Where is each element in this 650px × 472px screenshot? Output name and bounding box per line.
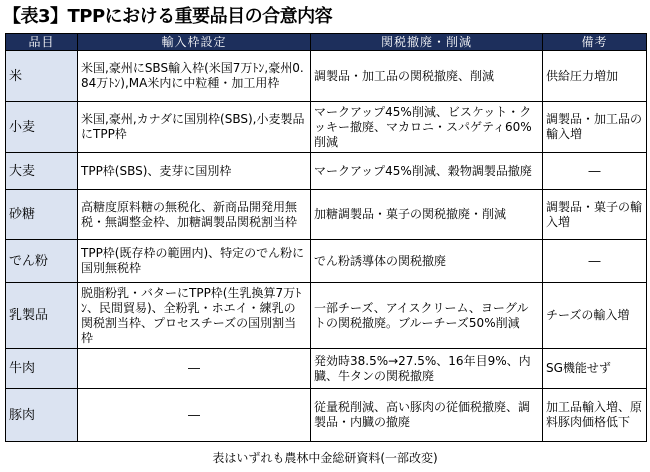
cell-tariff: マークアップ45%削減、穀物調製品撤廃 xyxy=(311,153,543,190)
cell-item: 豚肉 xyxy=(6,389,78,442)
cell-quota: 米国,豪州にSBS輸入枠(米国7万ﾄﾝ,豪州0.84万ﾄﾝ),MA米内に中粒種・加工用枠 xyxy=(78,51,311,102)
table-row-rice xyxy=(6,51,647,102)
cell-note: 供給圧力増加 xyxy=(543,51,647,102)
cell-quota: 高糖度原料糖の無税化、新商品開発用無税・無調整金枠、加糖調製品関税割当枠 xyxy=(78,190,311,240)
cell-tariff: 加糖調製品・菓子の関税撤廃・削減 xyxy=(311,190,543,240)
cell-item: 大麦 xyxy=(6,153,78,190)
cell-quota: ― xyxy=(78,349,311,389)
header-tariff: 関税撤廃・削減 xyxy=(311,34,543,51)
cell-quota: ― xyxy=(78,389,311,442)
cell-tariff: 従量税削減、高い豚肉の従価税撤廃、調製品・内臓の撤廃 xyxy=(311,389,543,442)
cell-item: 小麦 xyxy=(6,102,78,153)
header-quota: 輸入枠設定 xyxy=(78,34,311,51)
table-row-barley xyxy=(6,153,647,190)
cell-tariff: 調製品・加工品の関税撤廃、削減 xyxy=(311,51,543,102)
table-row-starch xyxy=(6,240,647,283)
table-row-sugar xyxy=(6,190,647,240)
cell-note: チーズの輸入増 xyxy=(543,283,647,349)
cell-quota: TPP枠(既存枠の範囲内)、特定のでん粉に国別無税枠 xyxy=(78,240,311,283)
cell-item: 牛肉 xyxy=(6,349,78,389)
cell-quota: 脱脂粉乳・バターにTPP枠(生乳換算7万ﾄﾝ、民間貿易)、全粉乳・ホエイ・練乳の関税割当枠、プロセスチーズの国別割当枠 xyxy=(78,283,311,349)
cell-tariff: マークアップ45%削減、ビスケット・クッキー撤廃、マカロニ・スパゲティ60%削減 xyxy=(311,102,543,153)
cell-note: 加工品輸入増、原料豚肉価格低下 xyxy=(543,389,647,442)
cell-tariff: でん粉誘導体の関税撤廃 xyxy=(311,240,543,283)
cell-item: 米 xyxy=(6,51,78,102)
table-row-beef xyxy=(6,349,647,389)
cell-note: 調製品・加工品の輸入増 xyxy=(543,102,647,153)
cell-quota: TPP枠(SBS)、麦芽に国別枠 xyxy=(78,153,311,190)
table-row-pork xyxy=(6,389,647,442)
header-item: 品目 xyxy=(6,34,78,51)
cell-tariff: 発効時38.5%→27.5%、16年目9%、内臓、牛タンの関税撤廃 xyxy=(311,349,543,389)
header-row xyxy=(6,34,647,51)
cell-tariff: 一部チーズ、アイスクリーム、ヨーグルトの関税撤廃。ブルーチーズ50%削減 xyxy=(311,283,543,349)
cell-note: SG機能せず xyxy=(543,349,647,389)
cell-quota: 米国,豪州,カナダに国別枠(SBS),小麦製品にTPP枠 xyxy=(78,102,311,153)
table-row-wheat xyxy=(6,102,647,153)
table-row-dairy xyxy=(6,283,647,349)
table-title: 【表3】TPPにおける重要品目の合意内容 xyxy=(3,6,333,27)
cell-item: 乳製品 xyxy=(6,283,78,349)
cell-note: 調製品・菓子の輸入増 xyxy=(543,190,647,240)
cell-item: でん粉 xyxy=(6,240,78,283)
agreement-table xyxy=(5,33,647,442)
cell-item: 砂糖 xyxy=(6,190,78,240)
cell-note: ― xyxy=(543,153,647,190)
cell-note: ― xyxy=(543,240,647,283)
header-note: 備考 xyxy=(543,34,647,51)
source-caption: 表はいずれも農林中金総研資料(一部改変) xyxy=(212,451,438,465)
